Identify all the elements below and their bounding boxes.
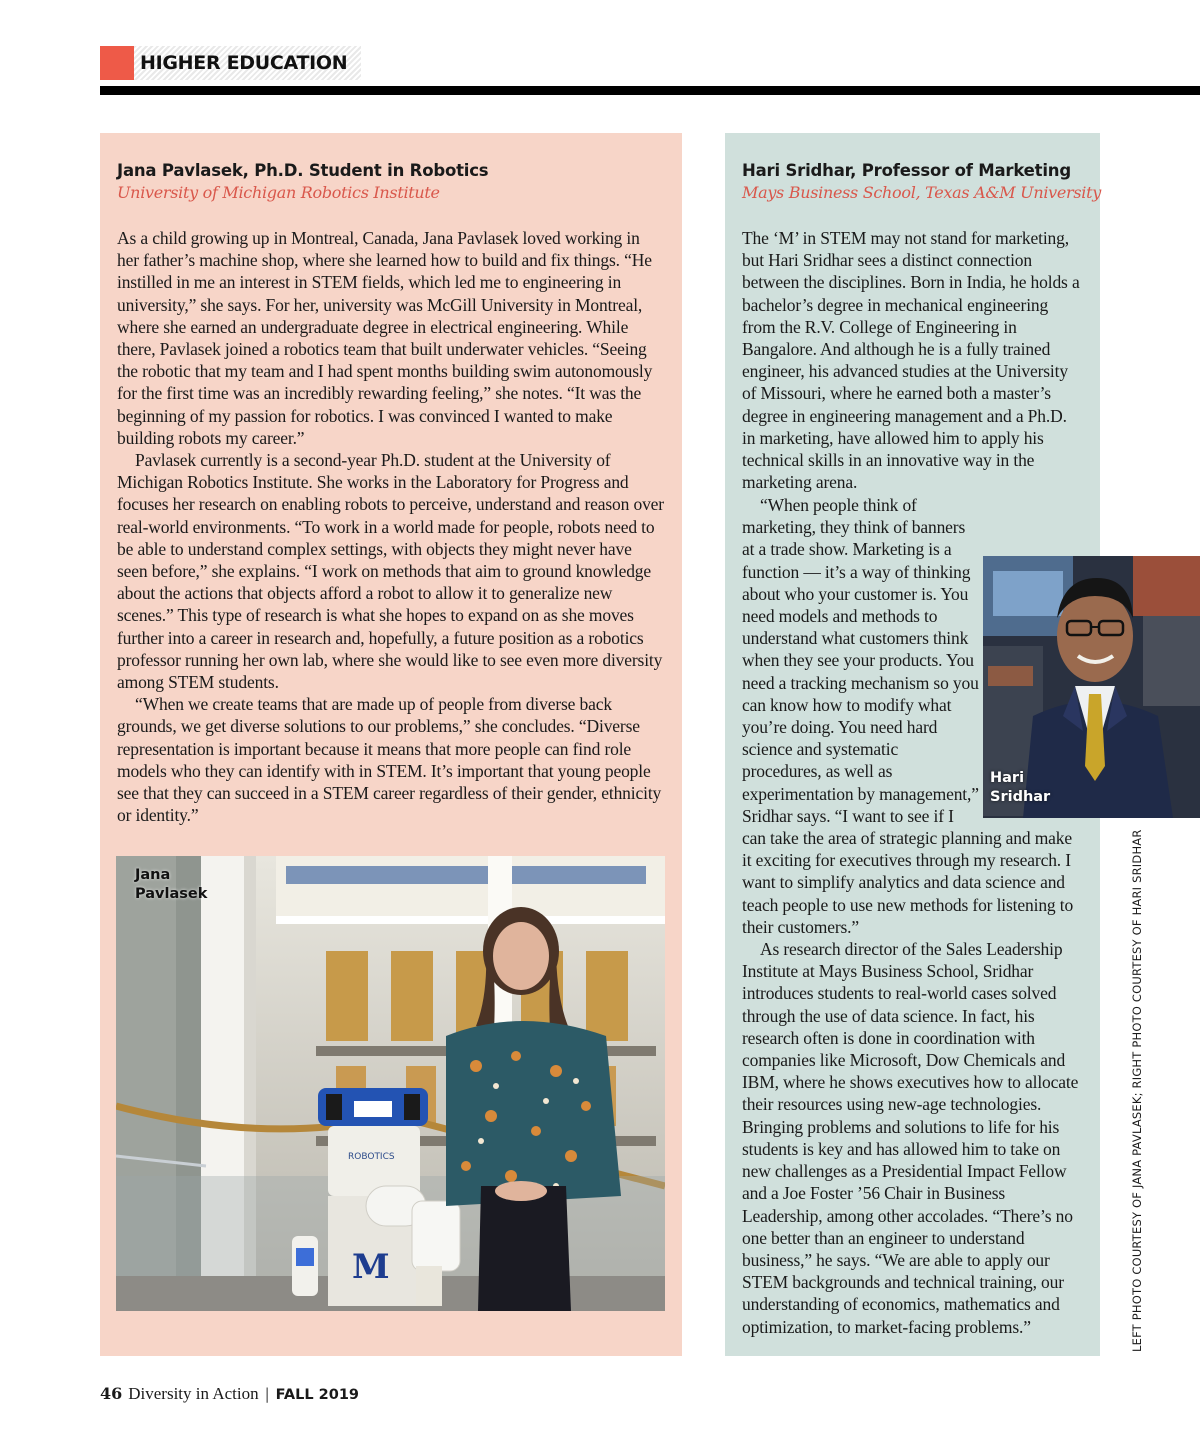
right-photo-caption-line-2: Sridhar [990,789,1051,805]
left-profile-institution: University of Michigan Robotics Institute [117,183,440,202]
left-paragraph-2: Pavlasek currently is a second-year Ph.D. student at the University of Michigan Robotics Institute. She works in the Laboratory for Progress and focuses her research on enabling robots to perceive, understand and reason over real-world environments. “To work in a world made for people, robots need to be able to understand complex settings, with objects they might never have seen before,” she explains. “I work on methods that aim to ground knowledge about the actions that objects afford a robot to allow it to generalize new scenes.” This type of research is what she hopes to expand on as she moves further into a career in research and, hopefully, a future position as a robotics professor running her own lab, where she would like to see even more diversity among STEM students. [117,450,664,693]
issue-label: FALL 2019 [275,1387,360,1403]
robot-label: ROBOTICS [348,1152,395,1162]
robot-photo-icon [116,856,665,1311]
left-profile-body [117,227,665,826]
right-profile-body-top [742,227,1084,493]
jana-pavlasek-photo [116,856,665,1311]
section-header [100,46,361,80]
right-paragraph-3: As research director of the Sales Leadership Institute at Mays Business School, Sridhar introduces students to real-world cases solved through the use of data science. In fact, his research often is done in coordination with companies like Microsoft, Dow Chemicals and IBM, where he shows executives how to allocate their resources using new-age technologies. Bringing problems and solutions to life for his students is key and has allowed him to take on new challenges as a Presidential Impact Fellow and a Joe Foster ’56 Chair in Business Leadership, among other accolades. “There’s no one better than an engineer to understand business,” he says. “We are able to apply our STEM backgrounds and technical training, our understanding of economics, mathematics and optimization, to market-facing problems.” [742,939,1079,1337]
header-rule [100,86,1200,95]
magazine-title: Diversity in Action [128,1384,259,1403]
right-paragraph-2: “When people think of marketing, they think of banners at a trade show. Marketing is a function — it’s a way of thinking about who your customer is. You need models and methods to understand what customers think when they see your products. You need a tracking mechanism so you can know how to modify what you’re doing. You need hard science and systematic procedures, as well as experimentation by management,” Sridhar says. “I want to see if I can take the area of strategic planning and make it exciting for executives through my research. I want to simplify analytics and data science and teach people to use new methods for listening to their customers.” [742,495,1074,937]
section-label: HIGHER EDUCATION [134,46,361,80]
left-photo-caption-line-1: Jana [135,867,171,883]
left-photo-caption [135,866,207,904]
robot-letter: M [352,1247,390,1287]
page-number: 46 [100,1384,123,1403]
right-paragraph-1: The ‘M’ in STEM may not stand for marketing, but Hari Sridhar sees a distinct connection between the disciplines. Born in India, he holds a bachelor’s degree in mechanical engineering from the R.V. College of Engineering in Bangalore. And although he is a fully trained engineer, his advanced studies at the University of Missouri, where he earned both a master’s degree in engineering management and a Ph.D. in marketing, have allowed him to apply his technical skills in an innovative way in the marketing arena. [742,228,1080,493]
right-profile-name: Hari Sridhar, Professor of Marketing [742,161,1071,180]
right-photo-caption [990,769,1050,807]
hari-sridhar-photo [983,556,1200,818]
right-photo-caption-line-1: Hari [990,770,1025,786]
right-profile-institution: Mays Business School, Texas A&M University [742,183,1101,202]
footer-separator: | [264,1385,270,1403]
page-footer [100,1384,359,1404]
left-paragraph-1: As a child growing up in Montreal, Canada, Jana Pavlasek loved working in her father’s machine shop, where she learned how to build and fix things. “He instilled in me an interest in STEM fields, which led me to engineering in university,” she says. For her, university was McGill University in Montreal, where she earned an undergraduate degree in electrical engineering. While there, Pavlasek joined a robotics team that built underwater vehicles. “Seeing the robotic that my team and I had spent months building swim autonomously for the first time was an incredibly rewarding feeling,” she notes. “It was the beginning of my passion for robotics. I was convinced I wanted to make building robots my career.” [117,228,653,448]
left-paragraph-3: “When we create teams that are made up of people from diverse back grounds, we get diverse solutions to our problems,” she concludes. “Diverse representation is important because it means that more people can find role models who they can identify with in STEM. It’s important that young people see that they can succeed in a STEM career regardless of their gender, ethnicity or identity.” [117,694,662,826]
left-profile-name: Jana Pavlasek, Ph.D. Student in Robotics [117,161,489,180]
photo-credit: LEFT PHOTO COURTESY OF JANA PAVLASEK; RIGHT PHOTO COURTESY OF HARI SRIDHAR [1130,829,1144,1352]
left-photo-caption-line-2: Pavlasek [135,886,208,902]
section-accent-square [100,46,134,80]
